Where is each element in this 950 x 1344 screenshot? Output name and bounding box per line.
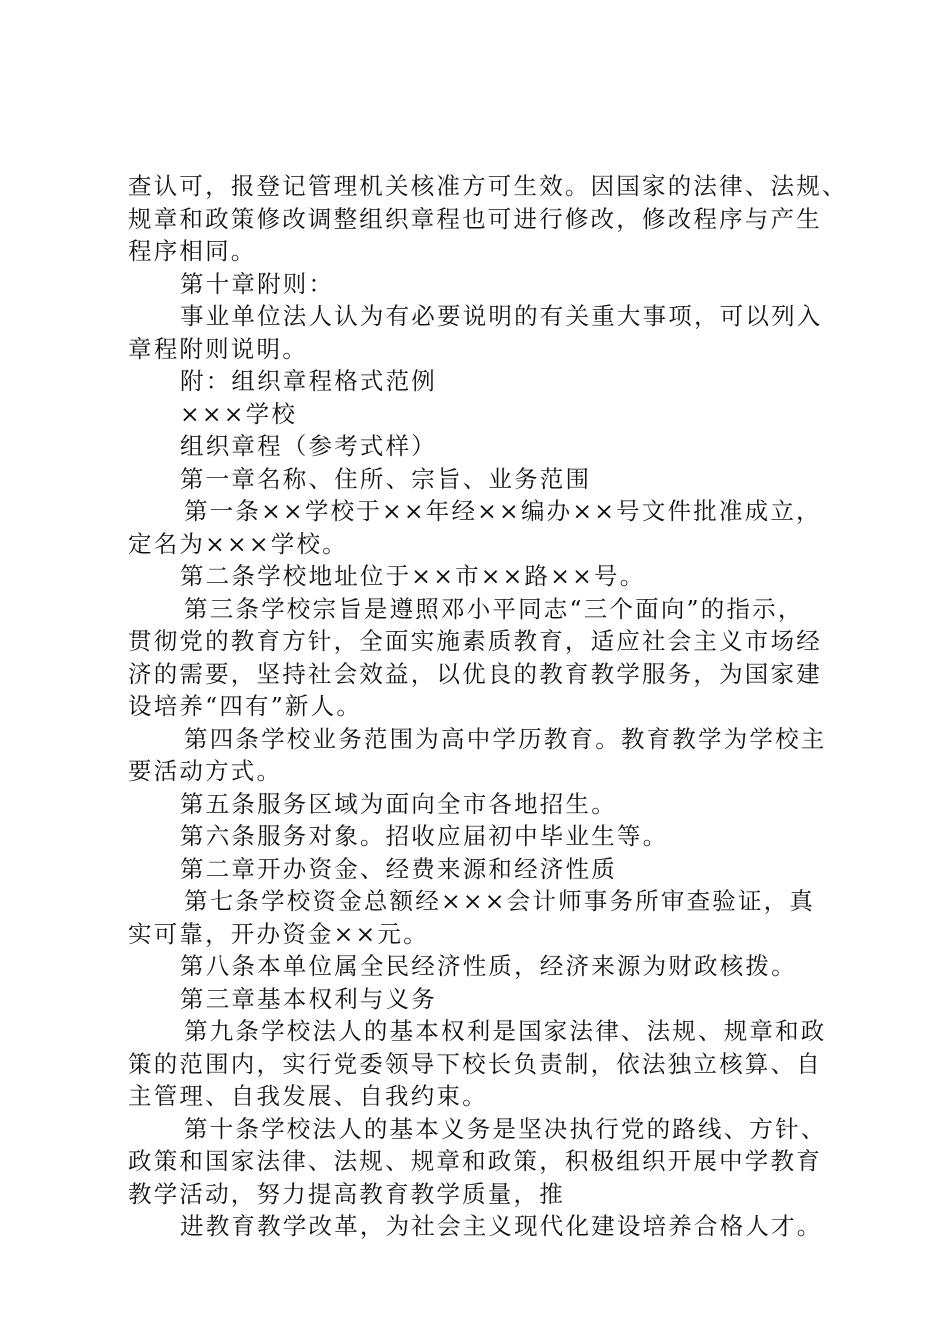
text-line: 第六条服务对象。招收应届初中毕业生等。 <box>180 822 669 850</box>
text-line: 贯彻党的教育方针，全面实施素质教育，适应社会主义市场经 <box>128 627 822 655</box>
text-line: 事业单位法人认为有必要说明的有关重大事项，可以列入 <box>180 302 823 330</box>
text-line: 第九条学校法人的基本权利是国家法律、法规、规章和政 <box>184 1017 827 1045</box>
text-line: 第三条学校宗旨是遵照邓小平同志“三个面向”的指示， <box>184 594 804 623</box>
text-line: 济的需要，坚持社会效益，以优良的教育教学服务，为国家建 <box>128 659 822 688</box>
text-line: 进教育教学改革，为社会主义现代化建设培养合格人才。 <box>180 1212 823 1240</box>
text-line: 第三章基本权利与义务 <box>180 984 437 1013</box>
text-line: ×××学校 <box>180 399 298 428</box>
document-body <box>128 170 848 1243</box>
text-line: 第一条××学校于××年经××编办××号文件批准成立， <box>184 497 822 525</box>
text-line: 第十章附则： <box>180 269 335 298</box>
text-line: 第八条本单位属全民经济性质，经济来源为财政核拨。 <box>180 952 797 980</box>
text-line: 要活动方式。 <box>128 757 283 785</box>
text-line: 实可靠，开办资金××元。 <box>128 919 429 948</box>
text-line: 第四条学校业务范围为高中学历教育。教育教学为学校主 <box>184 724 827 753</box>
text-line: 设培养“四有”新人。 <box>128 692 363 720</box>
text-line: 第七条学校资金总额经×××会计师事务所审查验证，真 <box>184 887 816 915</box>
text-line: 第五条服务区域为面向全市各地招生。 <box>180 789 617 818</box>
text-line: 附：组织章程格式范例 <box>180 367 437 395</box>
text-line: 第十条学校法人的基本义务是坚决执行党的路线、方针、 <box>184 1114 827 1143</box>
text-line: 定名为×××学校。 <box>128 529 348 558</box>
text-line: 第二条学校地址位于××市××路××号。 <box>180 562 646 590</box>
text-line: 章程附则说明。 <box>128 334 308 363</box>
text-line: 查认可，报登记管理机关核准方可生效。因国家的法律、法规、 <box>128 172 848 200</box>
text-line: 教学活动，努力提高教育教学质量，推 <box>128 1179 565 1208</box>
text-line: 组织章程（参考式样） <box>180 432 437 460</box>
text-line: 程序相同。 <box>128 237 257 265</box>
text-line: 政策和国家法律、法规、规章和政策，积极组织开展中学教育 <box>128 1147 822 1175</box>
text-line: 规章和政策修改调整组织章程也可进行修改，修改程序与产生 <box>128 204 822 233</box>
text-line: 第二章开办资金、经费来源和经济性质 <box>180 854 617 883</box>
text-line: 第一章名称、住所、宗旨、业务范围 <box>180 464 592 493</box>
text-line: 策的范围内，实行党委领导下校长负责制，依法独立核算、自 <box>128 1049 822 1078</box>
text-line: 主管理、自我发展、自我约束。 <box>128 1082 488 1110</box>
